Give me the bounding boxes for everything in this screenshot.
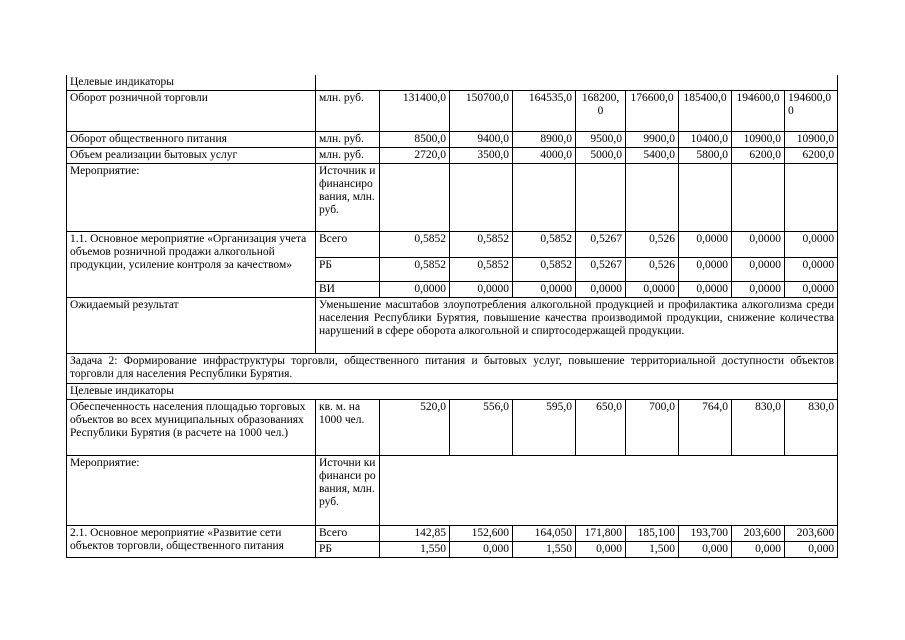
empty-cell <box>450 164 513 232</box>
empty-cell <box>380 456 838 526</box>
value-cell: 0,5852 <box>513 232 576 258</box>
value-cell: 3500,0 <box>450 148 513 164</box>
value-cell: 0,0000 <box>576 282 626 298</box>
catering-turnover-row <box>67 132 838 148</box>
value-cell: 4000,0 <box>513 148 576 164</box>
value-cell: 142,85 <box>380 526 450 542</box>
value-cell: 9500,0 <box>576 132 626 148</box>
value-cell: 10400,0 <box>679 132 732 148</box>
value-cell: 152,600 <box>450 526 513 542</box>
services-volume-row <box>67 148 838 164</box>
empty-cell <box>576 164 626 232</box>
value-cell: 0,0000 <box>513 282 576 298</box>
value-cell: 131400,0 <box>380 91 450 132</box>
source-cell: ВИ <box>316 282 380 298</box>
row-label: Объем реализации бытовых услуг <box>67 148 316 164</box>
target-indicators-label: Целевые индикаторы <box>67 384 838 400</box>
value-cell: 0,526 <box>626 232 679 258</box>
value-cell: 1,550 <box>380 542 450 558</box>
value-cell: 0,000 <box>450 542 513 558</box>
value-cell: 164535,0 <box>513 91 576 132</box>
value-cell: 171,800 <box>576 526 626 542</box>
value-cell: 8900,0 <box>513 132 576 148</box>
value-cell: 5400,0 <box>626 148 679 164</box>
source-cell: РБ <box>316 542 380 558</box>
row-label: Обеспеченность населения площадью торговых объектов во всех муниципальных образованиях Республики Бурятия (в расчете на 1000 чел.) <box>67 400 316 456</box>
empty-cell <box>626 164 679 232</box>
unit-cell: кв. м. на 1000 чел. <box>316 400 380 456</box>
value-cell: 2720,0 <box>380 148 450 164</box>
value-cell: 0,5267 <box>576 258 626 282</box>
value-cell: 595,0 <box>513 400 576 456</box>
event-header-row-2 <box>67 456 838 526</box>
value-cell: 185400,0 <box>679 91 732 132</box>
value-cell: 0,5852 <box>450 232 513 258</box>
task-2-row <box>67 354 838 384</box>
value-cell: 9900,0 <box>626 132 679 148</box>
value-cell: 164,050 <box>513 526 576 542</box>
value-cell: 650,0 <box>576 400 626 456</box>
value-cell: 176600,0 <box>626 91 679 132</box>
value-cell: 830,0 <box>732 400 785 456</box>
empty-cell <box>380 164 450 232</box>
value-cell: 0,5852 <box>513 258 576 282</box>
value-cell: 0,0000 <box>380 282 450 298</box>
value-cell: 1,500 <box>626 542 679 558</box>
expected-result-label: Ожидаемый результат <box>67 298 316 354</box>
expected-result-text: Уменьшение масштабов злоупотребления алкогольной продукцией и профилактика алкоголизма среди населения Республики Бурятия, повышение качества производимой продукции, снижение количества нарушений в сфере оборота алкогольной и спиртосодержащей продукции. <box>316 298 838 354</box>
value-cell: 0,0000 <box>732 258 785 282</box>
value-cell: 700,0 <box>626 400 679 456</box>
value-cell: 0,0000 <box>732 232 785 258</box>
value-cell: 0,5852 <box>450 258 513 282</box>
value-cell: 0,0000 <box>785 232 838 258</box>
value-cell: 556,0 <box>450 400 513 456</box>
event-label: Мероприятие: <box>67 164 316 232</box>
source-cell: Всего <box>316 232 380 258</box>
value-cell: 5000,0 <box>576 148 626 164</box>
funding-source-header: Источник и финансирования, млн. руб. <box>316 164 380 232</box>
row-label: Оборот общественного питания <box>67 132 316 148</box>
value-cell: 0,0000 <box>679 258 732 282</box>
value-cell: 0,000 <box>785 542 838 558</box>
empty-cell <box>785 164 838 232</box>
value-cell: 10900,0 <box>732 132 785 148</box>
value-cell: 203,600 <box>785 526 838 542</box>
value-cell: 0,000 <box>679 542 732 558</box>
value-cell: 0,000 <box>732 542 785 558</box>
empty-cell <box>316 75 838 91</box>
retail-turnover-row <box>67 91 838 132</box>
value-cell: 0,0000 <box>450 282 513 298</box>
target-indicators-label: Целевые индикаторы <box>67 75 316 91</box>
empty-cell <box>513 164 576 232</box>
funding-source-header: Источни ки финанси рования, млн. руб. <box>316 456 380 526</box>
value-cell: 5800,0 <box>679 148 732 164</box>
measure-1-1-total-row <box>67 232 838 258</box>
value-cell: 0,526 <box>626 258 679 282</box>
measure-2-1-total-row <box>67 526 838 542</box>
target-indicators-row-2 <box>67 384 838 400</box>
source-cell: Всего <box>316 526 380 542</box>
value-cell: 0,0000 <box>785 258 838 282</box>
target-indicators-row-1 <box>67 75 838 91</box>
unit-cell: млн. руб. <box>316 132 380 148</box>
trade-area-supply-row <box>67 400 838 456</box>
expected-result-row <box>67 298 838 354</box>
source-cell: РБ <box>316 258 380 282</box>
value-cell: 193,700 <box>679 526 732 542</box>
empty-cell <box>732 164 785 232</box>
value-cell: 194600,0 <box>732 91 785 132</box>
value-cell: 8500,0 <box>380 132 450 148</box>
empty-cell <box>679 164 732 232</box>
task-2-text: Задача 2: Формирование инфраструктуры торговли, общественного питания и бытовых услуг, повышение территориальной доступности объектов торговли для населения Республики Бурятия. <box>67 354 838 384</box>
value-cell: 1,550 <box>513 542 576 558</box>
unit-cell: млн. руб. <box>316 91 380 132</box>
measure-1-1-label: 1.1. Основное мероприятие «Организация учета объемов розничной продажи алкогольной продукции, усиление контроля за качеством» <box>67 232 316 298</box>
value-cell: 0,5852 <box>380 232 450 258</box>
measure-2-1-label: 2.1. Основное мероприятие «Развитие сети объектов торговли, общественного питания <box>67 526 316 558</box>
value-cell: 6200,0 <box>785 148 838 164</box>
value-cell: 150700,0 <box>450 91 513 132</box>
value-cell: 0,5852 <box>380 258 450 282</box>
value-cell: 0,000 <box>576 542 626 558</box>
program-indicators-table <box>66 75 838 558</box>
value-cell: 185,100 <box>626 526 679 542</box>
value-cell: 0,0000 <box>785 282 838 298</box>
event-header-row-1 <box>67 164 838 232</box>
value-cell: 520,0 <box>380 400 450 456</box>
unit-cell: млн. руб. <box>316 148 380 164</box>
value-cell: 0,5267 <box>576 232 626 258</box>
value-cell: 168200,0 <box>576 91 626 132</box>
value-cell: 6200,0 <box>732 148 785 164</box>
value-cell: 9400,0 <box>450 132 513 148</box>
value-cell: 194600,00 <box>785 91 838 132</box>
value-cell: 0,0000 <box>679 232 732 258</box>
event-label: Мероприятие: <box>67 456 316 526</box>
value-cell: 0,0000 <box>626 282 679 298</box>
value-cell: 203,600 <box>732 526 785 542</box>
value-cell: 830,0 <box>785 400 838 456</box>
value-cell: 10900,0 <box>785 132 838 148</box>
row-label: Оборот розничной торговли <box>67 91 316 132</box>
value-cell: 0,0000 <box>679 282 732 298</box>
value-cell: 0,0000 <box>732 282 785 298</box>
value-cell: 764,0 <box>679 400 732 456</box>
